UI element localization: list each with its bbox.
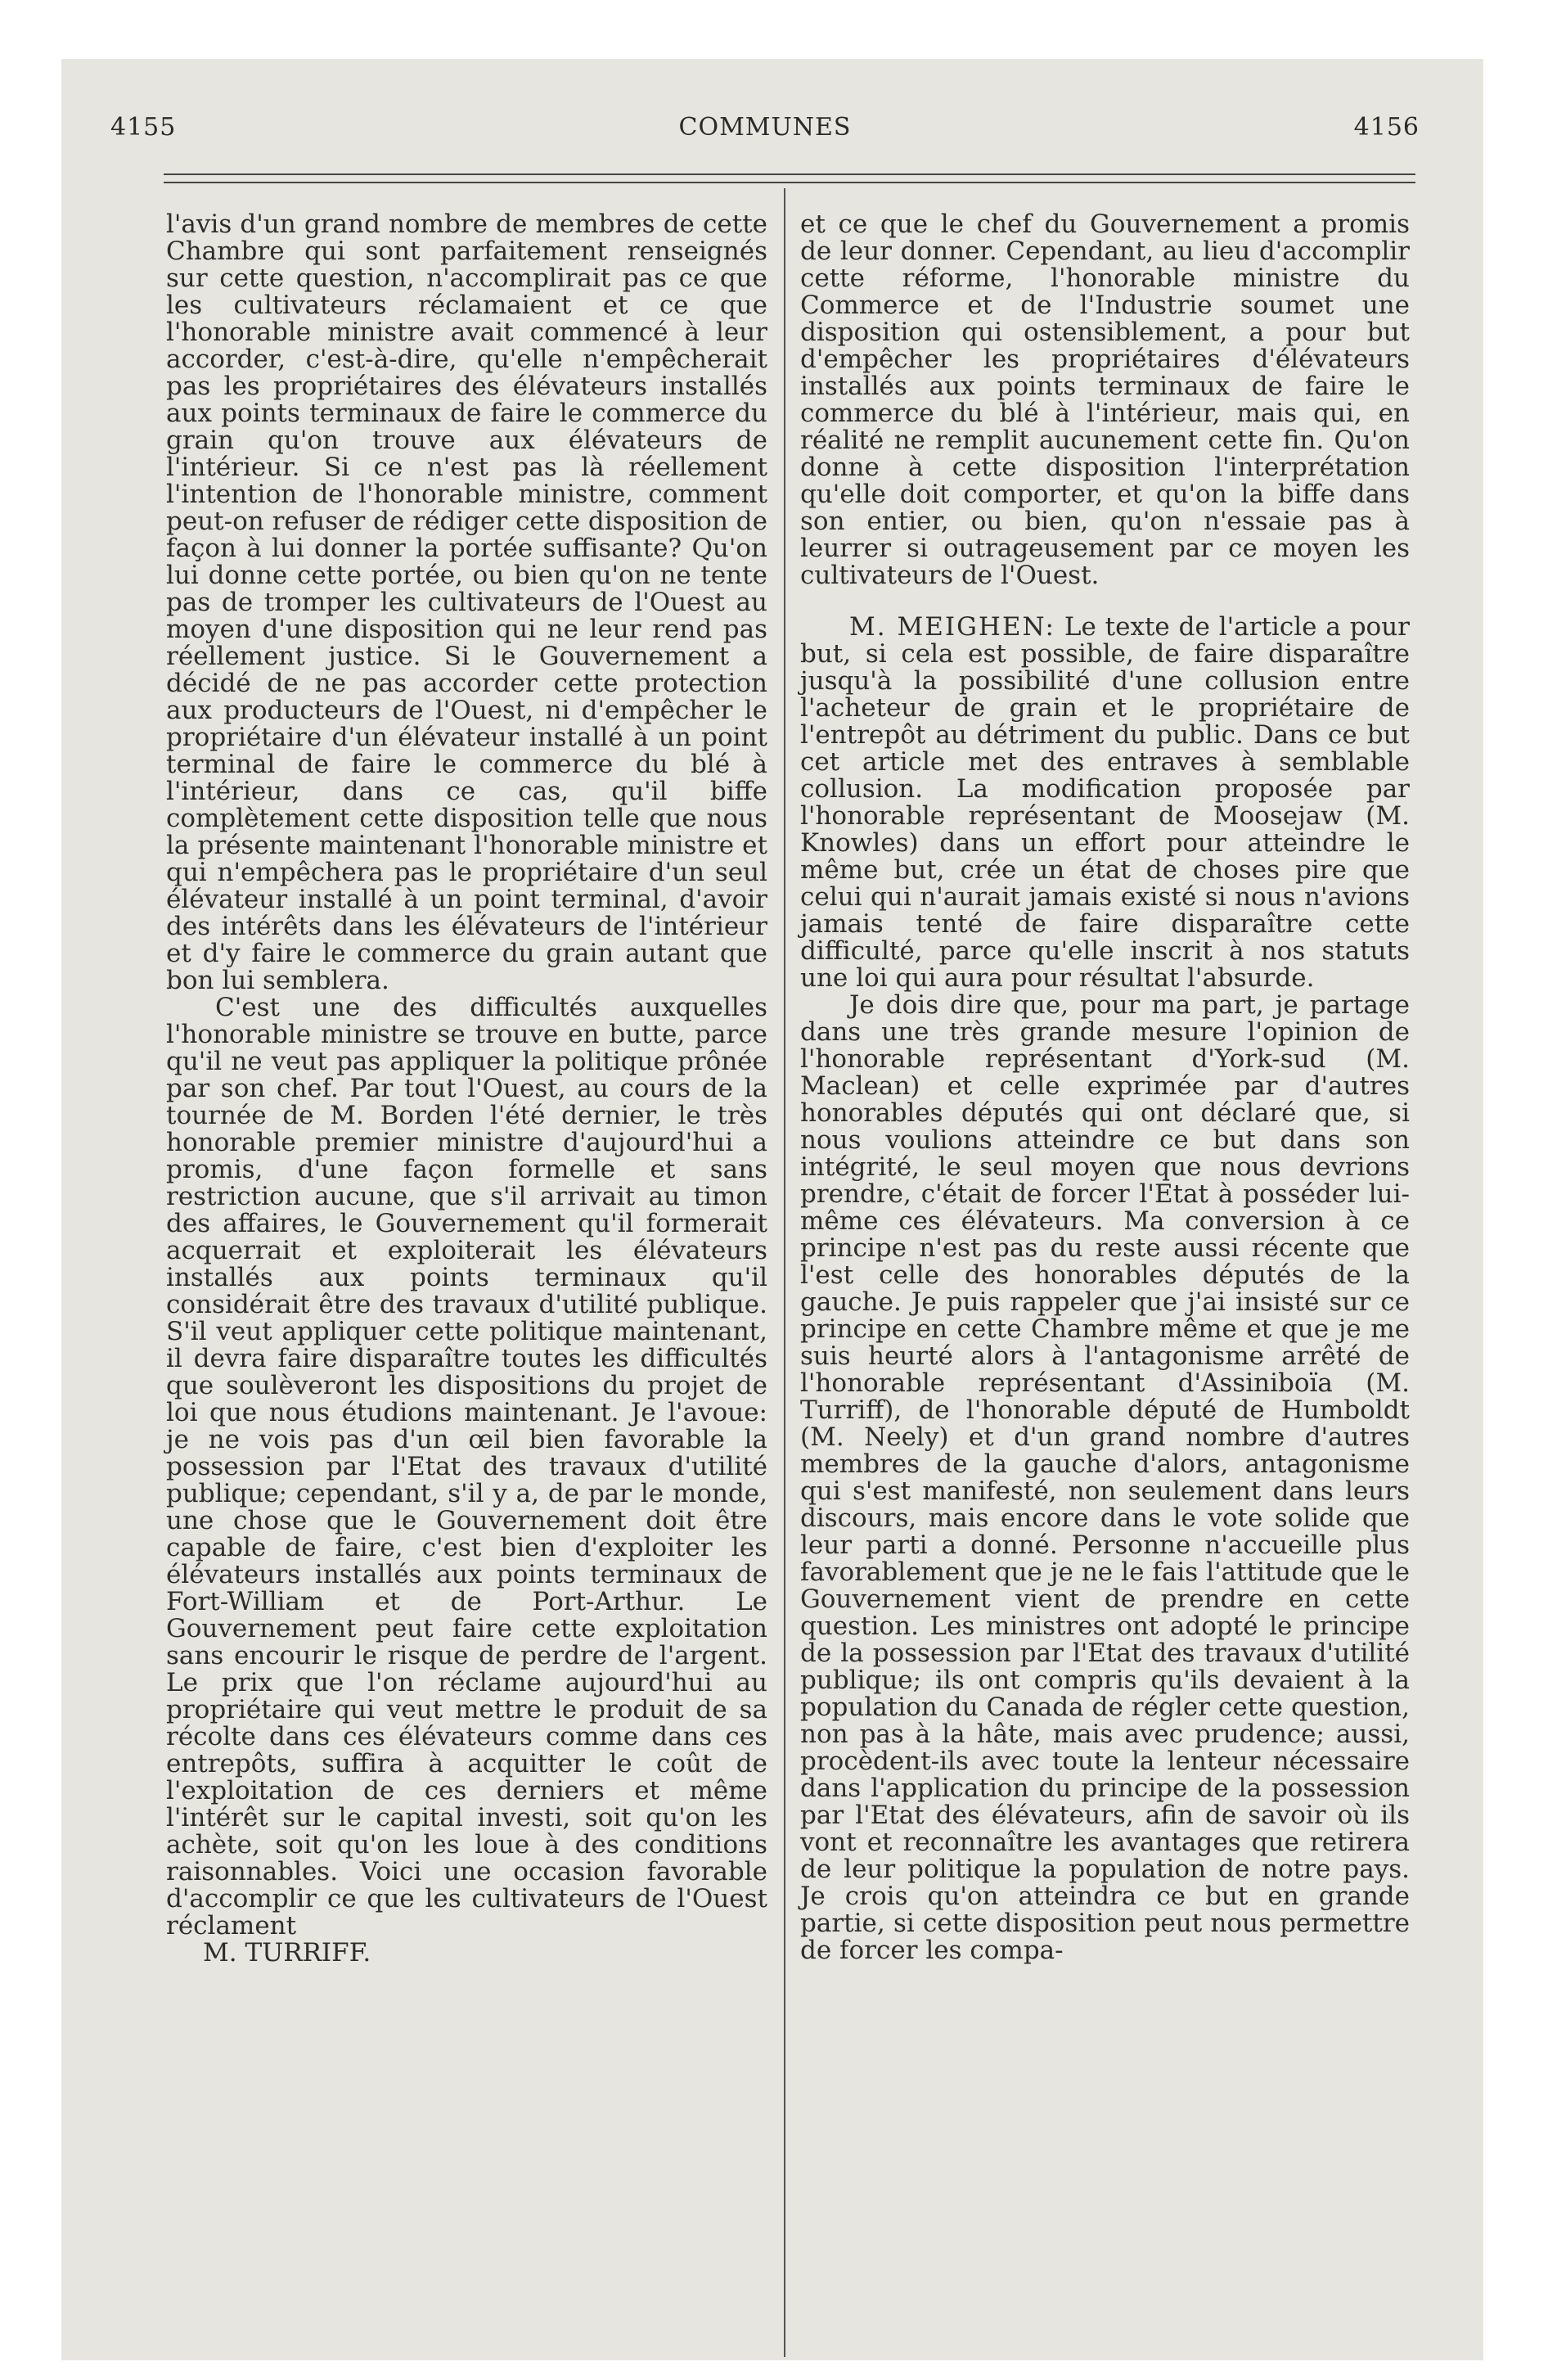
speaker-turriff: M. TURRIFF. xyxy=(203,1938,371,1968)
page-header xyxy=(110,106,1420,156)
right-paragraph-2 xyxy=(800,614,1410,992)
column-divider xyxy=(784,188,785,2357)
header-rule-bottom xyxy=(164,182,1415,183)
left-paragraph-2: C'est une des difficultés auxquelles l'honorable ministre se trouve en butte, parce qu'il ne veut pas appliquer la politique prônée par son chef. Par tout l'Ouest, au cours de la tournée de M. Borden l'été dernier, le très honorable premier ministre d'aujourd'hui a promis, d'une façon formelle et sans restriction aucune, que s'il arrivait au timon des affaires, le Gouvernement qu'il formerait acquerrait et exploiterait les élévateurs installés aux points terminaux qu'il considérait être des travaux d'utilité publique. S'il veut appliquer cette politique maintenant, il devra faire disparaître toutes les difficultés que soulèveront les dispositions du projet de loi que nous étudions maintenant. Je l'avoue: je ne vois pas d'un œil bien favorable la possession par l'Etat des travaux d'utilité publique; cependant, s'il y a, de par le monde, une chose que le Gouvernement doit être capable de faire, c'est bien d'exploiter les élévateurs installés aux points terminaux de Fort-William et de Port-Arthur. Le Gouvernement peut faire cette exploitation sans encourir le risque de perdre de l'argent. Le prix que l'on réclame aujourd'hui au propriétaire qui veut mettre le produit de sa récolte dans ces élévateurs comme dans ces entrepôts, suffira à acquitter le coût de l'exploitation de ces derniers et même l'intérêt sur le capital investi, soit qu'on les achète, soit qu'on les loue à des conditions raisonnables. Voici une occasion favorable d'accomplir ce que les cultivateurs de l'Ouest réclament xyxy=(166,993,767,1941)
header-rule-top xyxy=(164,174,1415,175)
left-column xyxy=(166,211,767,1967)
right-paragraph-3: Je dois dire que, pour ma part, je partage dans une très grande mesure l'opinion de l'honorable représentant d'York-sud (M. Maclean) et celle exprimée par d'autres honorables députés qui ont déclaré que, si nous voulions atteindre ce but dans son intégrité, le seul moyen que nous devrions prendre, c'était de forcer l'Etat à posséder lui-même ces élévateurs. Ma conversion à ce principe n'est pas du reste aussi récente que l'est celle des honorables députés de la gauche. Je puis rappeler que j'ai insisté sur ce principe en cette Chambre même et que je me suis heurté alors à l'antagonisme arrêté de l'honorable représentant d'Assiniboïa (M. Turriff), de l'honorable député de Humboldt (M. Neely) et d'un grand nombre d'autres membres de la gauche d'alors, antagonisme qui s'est manifesté, non seulement dans leurs discours, mais encore dans le vote solide que leur parti a donné. Personne n'accueille plus favorablement que je ne le fais l'attitude que le Gouvernement vient de prendre en cette question. Les ministres ont adopté le principe de la possession par l'Etat des travaux d'utilité publique; ils ont compris qu'ils devaient à la population du Canada de régler cette question, non pas à la hâte, mais avec prudence; aussi, procèdent-ils avec toute la lenteur nécessaire dans l'application du principe de la possession par l'Etat des élévateurs, afin de savoir où ils vont et reconnaître les avantages que retirera de leur politique la population de notre pays. Je crois qu'on atteindra ce but en grande partie, si cette disposition peut nous permettre de forcer les compa- xyxy=(800,990,1410,1965)
page-number-left: 4155 xyxy=(110,113,177,142)
left-paragraph-1: l'avis d'un grand nombre de membres de cette Chambre qui sont parfaitement renseignés sur cette question, n'accomplirait pas ce que les cultivateurs réclamaient et ce que l'honorable ministre avait commencé à leur accorder, c'est-à-dire, qu'elle n'empêcherait pas les propriétaires des élévateurs installés aux points terminaux de faire le commerce du grain qu'on trouve aux élévateurs de l'intérieur. Si ce n'est pas là réellement l'intention de l'honorable ministre, comment peut-on refuser de rédiger cette disposition de façon à lui donner la portée suffisante? Qu'on lui donne cette portée, ou bien qu'on ne tente pas de tromper les cultivateurs de l'Ouest au moyen d'une disposition qui ne leur rend pas réellement justice. Si le Gouvernement a décidé de ne pas accorder cette protection aux producteurs de l'Ouest, ni d'empêcher le propriétaire d'un élévateur installé à un point terminal de faire le commerce du blé à l'intérieur, dans ce cas, qu'il biffe complètement cette disposition telle que nous la présente maintenant l'honorable ministre et qui n'empêchera pas le propriétaire d'un seul élévateur installé à un point terminal, d'avoir des intérêts dans les élévateurs de l'intérieur et d'y faire le commerce du grain autant que bon lui semblera. xyxy=(166,210,767,995)
right-paragraph-1: et ce que le chef du Gouvernement a promis de leur donner. Cependant, au lieu d'accomplir cette réforme, l'honorable ministre du Commerce et de l'Industrie soumet une disposition qui ostensiblement, a pour but d'empêcher les propriétaires d'élévateurs installés aux points terminaux de faire le commerce du blé à l'intérieur, mais qui, en réalité ne remplit aucunement cette fin. Qu'on donne à cette disposition l'interprétation qu'elle doit comporter, et qu'on la biffe dans son entier, ou bien, qu'on n'essaie pas à leurrer si outrageusement par ce moyen les cultivateurs de l'Ouest. xyxy=(800,210,1410,590)
meighen-speech: Le texte de l'article a pour but, si cela est possible, de faire disparaître jusqu'à la possibilité d'une collusion entre l'acheteur de grain et le propriétaire de l'entrepôt au détriment du public. Dans ce but cet article met des entraves à semblable collusion. La modification proposée par l'honorable représentant de Moosejaw (M. Knowles) dans un effort pour atteindre le même but, crée un état de choses pire que celui qui n'aurait jamais existé si nous n'avions jamais tenté de faire disparaître cette difficulté, parce qu'elle inscrit à nos statuts une loi qui aura pour résultat l'absurde. xyxy=(800,612,1410,993)
right-column xyxy=(800,211,1410,1964)
speaker-meighen: M. MEIGHEN: xyxy=(849,612,1055,642)
page-title: COMMUNES xyxy=(678,113,852,142)
page-number-right: 4156 xyxy=(1353,113,1420,142)
